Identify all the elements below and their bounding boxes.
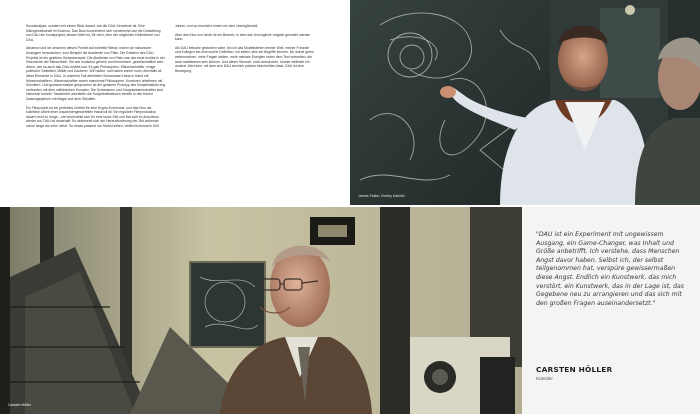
text-column-left bbox=[26, 24, 166, 132]
photo-lecture-blackboard bbox=[350, 0, 700, 205]
quote-author-role: Künstler bbox=[536, 376, 553, 381]
pull-quote: "DAU ist ein Experiment mit ungewissem Ausgang, ein Game-Changer, was Inhalt und Größe anbetrifft. Ich verstehe, dass Menschen Angst davor haben. Selbst ich, der selbst teilgenommen hat, verspüre gewissermaßen diese Angst. Endlich ein Kunstwerk, das mich verstört, ein Kunstwerk, das in der Lage ist, das Gegebene neu zu arrangieren und das sich mit den großen Fragen auseinandersetzt." bbox=[536, 231, 685, 307]
paragraph: Als DAU beinahe gestorben wäre, bin ich das Modellstehen meiner Welt, meiner Freunde und Kollegen ein eine solche Definition. Ich selbst, dies ein Begriffe kennen. Ich würde gerne weitermachen, mehr Fragen stellen, mehr mentale Energien reden dem Text verbreiten, die auch stattdessen sein können. Und dieser Wunsch, nicht aufzuhören, könnte vielleicht ein anderer Wert sein, mit dem sich DAU ziemlich präzise beschreiben lässt: DAU ist eine Bewegung. bbox=[175, 45, 315, 73]
paragraph: Aber das Kino von heute ist ein Bereich, in dem das Unmögliche möglich gemacht werden kann. bbox=[175, 32, 311, 42]
paragraph: Kunstanalyse, sondern mit einem Blick darauf, wie die DAU Gemeinde ist. Eine Mikrogesellschaft im Kosmos. Das Buch konzentriert sich vornehmlich auf die Darstellung von DAU als Kunstprojekt, dessen Wert ist, für mich, eine der möglichen Definitionen von DAU. bbox=[26, 24, 161, 42]
paragraph: Abramov und ich zeichnen dieses Porträt auf indirekte Weise, indem wir historische Analogien heranziehen, zum Beispiel die Akademie von Plato. Die Existenz des DAU-Projekts ist ein gelebtes Gedankenspiel. Die Akademie von Plato war das erste Institut in der Geschichte der Menschheit. Sie war zunächst geheim und hermetisch, gesellschaftlich sehr divers, wie es auch das DAU-Institut war. Es gab Philosophen, Wissenschaftler, einige politische Gestalten, Militär und Zauberer. Wir hatten, und haben immer noch, ebenfalls all diese Elemente in DAU. In unserem Fall arbeiteten Schamanen Hand in Hand mit Wissenschaftlern, Wissenschaftler waren manchmal Philosophen, Kuratoren arbeiteten mit Künstlern. Und gewissermaßen gesprochen ist der gesamte Prototyp des Sowjetinstituts eng verbunden mit dem militärischen Komplex. Die Schamanen und Sowjetwissenschaftler sind historisch korrekt. Tatsächlich arbeiteten die Sowjetinstitutionen bereits in den frühen Zwanzigerjahren mit Magie und dem Okkulten. bbox=[26, 46, 166, 101]
photo-lecture-illustration bbox=[350, 0, 700, 205]
paragraph: Ein Filmprojekt ist ein perfektes Umfeld für eine Krypto-Kommune, und das Kino als kollektive Arbeit einer zusammengewürfelten Handvoll ist: Ein regulärer Filmproduktion dauert nicht so lange – sie beschränkt sich für eine kurze Zeit und löst sich im Anschluss wieder auf. DAU ist dauerhaft. Es widersetzt sich der Herausforderung der Zeit wirkende schon lange als zehn Jahre. So etwas passiert nur höchst selten, vielleicht einmal in fünf bbox=[26, 105, 159, 128]
photo-caption: James Fallon, Dmitry Kaledin bbox=[358, 194, 405, 198]
quote-author-name: CARSTEN HÖLLER bbox=[536, 365, 613, 374]
bottom-spread bbox=[0, 207, 700, 414]
photo-caption: Carsten Höller bbox=[8, 403, 31, 407]
quote-panel bbox=[522, 207, 700, 414]
photo-portrait-illustration bbox=[0, 207, 522, 414]
paragraph: Jahren, und so erscheint einem ein eine Unmöglichkeit. bbox=[175, 24, 259, 28]
text-page bbox=[0, 0, 350, 205]
text-column-right bbox=[175, 24, 315, 77]
photo-portrait-hoeller bbox=[0, 207, 522, 414]
top-spread bbox=[0, 0, 700, 205]
